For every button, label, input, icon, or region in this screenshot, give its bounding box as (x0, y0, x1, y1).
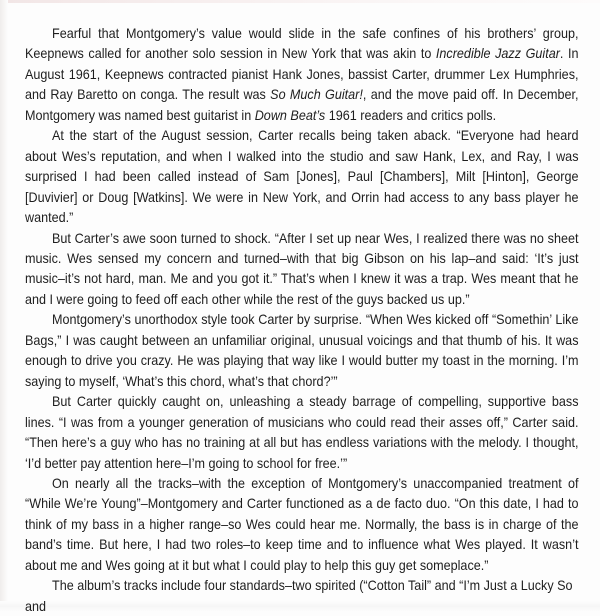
italic-text-run: Incredible Jazz Guitar (435, 45, 560, 62)
paragraph (25, 228, 579, 310)
paragraph (25, 23, 579, 125)
text-run: On nearly all the tracks–with the exception of Montgomery’s unaccompanied treatment of “While We’re Young”–Montgomery and Carter functioned as a de facto duo. “On this date, I had to think of my bass in a higher range–so Wes could hear me. Normally, the bass is in charge of the band’s time. But here, I had two roles–to keep time and to influence what Wes played. It wasn’t about me and Wes going at it but what I could play to help this guy get someplace.” (25, 474, 579, 573)
paragraph (25, 125, 579, 227)
text-run: At the start of the August session, Carter recalls being taken aback. “Everyone had heard about Wes’s reputation, and when I walked into the studio and saw Hank, Lex, and Ray, I was surprised I had been called instead of Sam [Jones], Paul [Chambers], Milt [Hinton], George [Duvivier] or Doug [Watkins]. We were in New York, and Orrin had access to any bass player he wanted.” (25, 127, 579, 226)
text-run: , and the move paid off. In December, Montgomery was named best guitarist in (25, 86, 579, 123)
page-top-edge-shading (0, 0, 600, 3)
paragraph (25, 391, 579, 473)
paragraph (25, 575, 579, 616)
text-run: Montgomery’s unorthodox style took Carter by surprise. “When Wes kicked off “Somethin’ Like Bags,” I was caught between an unfamiliar original, unusual voicings and that thumb of his. It was enough to drive you crazy. He was playing that way like I would butter my toast in the morning. I’m saying to myself, ‘What’s this chord, what’s that chord?’” (25, 311, 579, 389)
italic-text-run: So Much Guitar! (270, 86, 363, 103)
text-run: But Carter quickly caught on, unleashing a steady barrage of compelling, supportive bass lines. “I was from a younger generation of musicians who could read their asses off,” Carter said. “Then here’s a guy who has no training at all but has endless variations with the melody. I thought, ‘I’d better pay attention here–I’m going to school for free.’” (25, 393, 579, 471)
paragraph (25, 473, 579, 575)
paragraph (25, 309, 579, 391)
text-run: Fearful that Montgomery’s value would slide in the safe confines of his brothers’ group, Keepnews called for another solo session in New York that was akin to (25, 25, 579, 62)
text-run: The album’s tracks include four standards–two spirited (“Cotton Tail” and “I’m Just a Lucky So and (25, 577, 573, 614)
text-run: 1961 readers and critics polls. (325, 106, 497, 123)
text-run: But Carter’s awe soon turned to shock. “After I set up near Wes, I realized there was no sheet music. Wes sensed my concern and turned–with that big Gibson on his lap–and said: ‘It’s just music–it’s not hard, man. Me and you got it.” That’s when I knew it was a trap. Wes meant that he and I were going to feed off each other while the rest of the guys backed us up.” (25, 229, 579, 307)
liner-notes-body (25, 23, 579, 616)
text-run: . In August 1961, Keepnews contracted pianist Hank Jones, bassist Carter, drummer Lex Humphries, and Ray Baretto on conga. The result was (25, 45, 579, 103)
italic-text-run: Down Beat’s (254, 106, 326, 123)
page-left-edge-shading (0, 0, 8, 611)
